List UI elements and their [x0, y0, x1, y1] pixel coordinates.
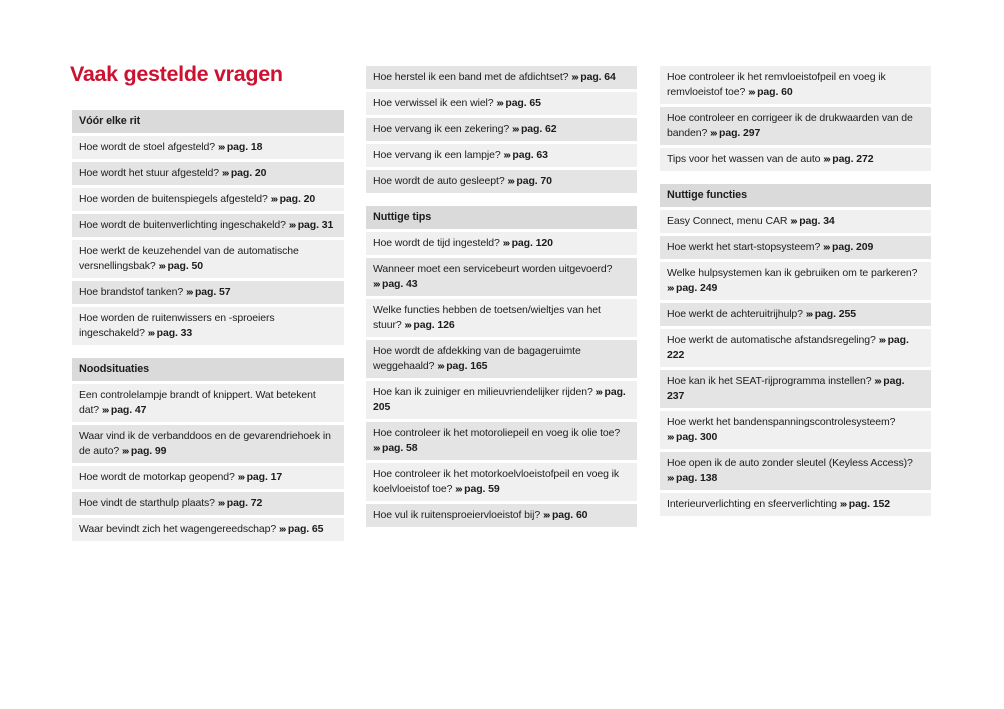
faq-question: Hoe vul ik ruitensproeiervloeistof bij?	[373, 509, 541, 521]
faq-question: Hoe vervang ik een zekering?	[373, 123, 510, 135]
faq-row	[366, 299, 637, 337]
faq-question: Hoe wordt de motorkap geopend?	[79, 471, 235, 483]
page-reference	[186, 286, 230, 298]
faq-question: Hoe wordt het stuur afgesteld?	[79, 167, 220, 179]
page-reference	[748, 86, 792, 98]
page-reference	[271, 193, 315, 205]
page-reference	[503, 149, 547, 161]
triple-chevron-icon: ›››	[101, 404, 108, 416]
triple-chevron-icon: ›››	[511, 123, 518, 135]
section-header-label: Nuttige tips	[373, 211, 432, 223]
page-reference-label: pag. 62	[520, 123, 557, 135]
page-reference	[102, 404, 146, 416]
page-reference-label: pag. 138	[676, 472, 718, 484]
page-reference-label: pag. 64	[580, 71, 616, 83]
faq-row	[72, 162, 344, 185]
triple-chevron-icon: ›››	[667, 472, 673, 484]
faq-row	[660, 411, 931, 449]
page-reference	[667, 472, 717, 484]
triple-chevron-icon: ›››	[823, 153, 830, 165]
page-reference	[790, 215, 834, 227]
faq-row	[72, 425, 344, 463]
triple-chevron-icon: ›››	[373, 442, 379, 454]
page-reference-label: pag. 272	[832, 153, 874, 165]
faq-question: Hoe wordt de afdekking van de bagageruimte weggehaald?	[373, 345, 581, 372]
page-reference-label: pag. 249	[676, 282, 718, 294]
page-reference	[279, 523, 323, 535]
page-reference-label: pag. 165	[446, 360, 488, 372]
page-reference	[507, 175, 551, 187]
faq-row	[660, 493, 931, 516]
triple-chevron-icon: ›››	[217, 497, 224, 509]
triple-chevron-icon: ›››	[147, 327, 154, 339]
page-reference-label: pag. 255	[814, 308, 856, 320]
triple-chevron-icon: ›››	[542, 509, 549, 521]
page-reference	[404, 319, 454, 331]
page-reference	[373, 278, 417, 290]
faq-row	[72, 281, 344, 304]
faq-question: Hoe werkt het start-stopsysteem?	[667, 241, 821, 253]
page-reference-label: pag. 33	[156, 327, 193, 339]
faq-question: Hoe werkt de automatische afstandsregeling?	[667, 334, 876, 346]
faq-row	[366, 92, 637, 115]
triple-chevron-icon: ›››	[839, 498, 846, 510]
faq-row	[72, 188, 344, 211]
faq-row	[72, 214, 344, 237]
triple-chevron-icon: ›››	[571, 71, 578, 83]
page-reference-label: pag. 63	[512, 149, 548, 161]
page-reference-label: pag. 205	[373, 386, 626, 413]
page-reference	[148, 327, 192, 339]
triple-chevron-icon: ›››	[502, 237, 509, 249]
faq-row	[366, 232, 637, 255]
page-reference-label: pag. 59	[464, 483, 500, 495]
page-reference	[823, 153, 873, 165]
page-reference	[571, 71, 615, 83]
triple-chevron-icon: ›››	[874, 375, 881, 387]
triple-chevron-icon: ›››	[158, 260, 165, 272]
faq-row	[72, 307, 344, 345]
faq-row	[72, 518, 344, 541]
triple-chevron-icon: ›››	[455, 483, 462, 495]
faq-row	[72, 384, 344, 422]
page-reference-label: pag. 43	[382, 278, 418, 290]
triple-chevron-icon: ›››	[805, 308, 812, 320]
faq-question: Hoe controleer ik het motorkoelvloeistofpeil en voeg ik koelvloeistof toe?	[373, 468, 620, 495]
faq-question: Welke functies hebben de toetsen/wieltjes van het stuur?	[373, 304, 601, 331]
section-header	[72, 358, 344, 381]
faq-row	[72, 136, 344, 159]
page-reference	[455, 483, 499, 495]
page-reference	[512, 123, 556, 135]
page-reference-label: pag. 57	[194, 286, 231, 298]
faq-row	[660, 66, 931, 104]
faq-row	[72, 466, 344, 489]
page-reference	[373, 442, 417, 454]
page-reference-label: pag. 20	[279, 193, 316, 205]
faq-question: Waar vind ik de verbanddoos en de gevarendriehoek in de auto?	[79, 430, 331, 457]
faq-row	[660, 370, 931, 408]
faq-row	[366, 118, 637, 141]
triple-chevron-icon: ›››	[404, 319, 411, 331]
faq-row	[366, 504, 637, 527]
page-reference-label: pag. 72	[226, 497, 263, 509]
faq-question: Hoe wordt de tijd ingesteld?	[373, 237, 500, 249]
triple-chevron-icon: ›››	[185, 286, 192, 298]
page-reference	[158, 260, 202, 272]
faq-question: Tips voor het wassen van de auto	[667, 153, 821, 165]
page-reference-label: pag. 60	[551, 509, 588, 521]
page-title: Vaak gestelde vragen	[70, 62, 283, 86]
faq-question: Hoe wordt de buitenverlichting ingeschakeld?	[79, 219, 286, 231]
faq-row	[72, 240, 344, 278]
faq-question: Hoe kan ik het SEAT-rijprogramma instellen?	[667, 375, 872, 387]
page-reference-label: pag. 65	[287, 523, 324, 535]
faq-row	[366, 422, 637, 460]
faq-question: Hoe controleer en corrigeer ik de drukwaarden van de banden?	[667, 112, 913, 139]
triple-chevron-icon: ›››	[667, 431, 673, 443]
page-reference-label: pag. 34	[799, 215, 835, 227]
triple-chevron-icon: ›››	[710, 127, 717, 139]
page-reference	[840, 498, 890, 510]
triple-chevron-icon: ›››	[667, 282, 673, 294]
triple-chevron-icon: ›››	[878, 334, 885, 346]
triple-chevron-icon: ›››	[595, 386, 602, 398]
faq-column-2	[366, 66, 637, 530]
section-header	[660, 184, 931, 207]
page-reference	[122, 445, 166, 457]
faq-row	[72, 492, 344, 515]
page-reference	[823, 241, 873, 253]
faq-question: Hoe wordt de auto gesleept?	[373, 175, 505, 187]
faq-question: Hoe werkt de achteruitrijhulp?	[667, 308, 803, 320]
page-reference-label: pag. 237	[667, 375, 905, 402]
triple-chevron-icon: ›››	[288, 219, 295, 231]
page-reference	[543, 509, 587, 521]
page-reference	[218, 141, 262, 153]
faq-row	[366, 381, 637, 419]
faq-question: Hoe kan ik zuiniger en milieuvriendelijker rijden?	[373, 386, 593, 398]
page-reference-label: pag. 120	[511, 237, 553, 249]
triple-chevron-icon: ›››	[237, 471, 244, 483]
faq-column-1	[72, 110, 344, 544]
page-reference	[222, 167, 266, 179]
page-reference	[289, 219, 333, 231]
page-reference-label: pag. 209	[832, 241, 874, 253]
faq-row	[366, 170, 637, 193]
page-reference-label: pag. 99	[130, 445, 167, 457]
triple-chevron-icon: ›››	[121, 445, 128, 457]
page-reference	[503, 237, 553, 249]
faq-row	[660, 262, 931, 300]
faq-question: Hoe vindt de starthulp plaats?	[79, 497, 215, 509]
page-reference	[667, 282, 717, 294]
faq-question: Hoe worden de buitenspiegels afgesteld?	[79, 193, 268, 205]
section-header-label: Nuttige functies	[667, 189, 747, 201]
page-reference-label: pag. 222	[667, 334, 909, 361]
page-reference	[218, 497, 262, 509]
triple-chevron-icon: ›››	[790, 215, 797, 227]
faq-row	[660, 107, 931, 145]
faq-question: Hoe verwissel ik een wiel?	[373, 97, 494, 109]
faq-row	[660, 303, 931, 326]
triple-chevron-icon: ›››	[748, 86, 755, 98]
triple-chevron-icon: ›››	[278, 523, 285, 535]
faq-question: Wanneer moet een servicebeurt worden uitgevoerd?	[373, 263, 613, 275]
faq-row	[366, 340, 637, 378]
page-reference-label: pag. 65	[505, 97, 541, 109]
triple-chevron-icon: ›››	[437, 360, 444, 372]
faq-question: Waar bevindt zich het wagengereedschap?	[79, 523, 277, 535]
faq-row	[366, 258, 637, 296]
faq-question: Hoe brandstof tanken?	[79, 286, 184, 298]
faq-question: Easy Connect, menu CAR	[667, 215, 788, 227]
page-reference-label: pag. 60	[757, 86, 793, 98]
section-header-label: Vóór elke rit	[79, 115, 141, 127]
page-reference-label: pag. 50	[167, 260, 203, 272]
page-reference-label: pag. 17	[246, 471, 283, 483]
faq-question: Hoe herstel ik een band met de afdichtset?	[373, 71, 569, 83]
page-reference	[710, 127, 760, 139]
faq-question: Hoe open ik de auto zonder sleutel (Keyless Access)?	[667, 457, 913, 469]
faq-question: Hoe vervang ik een lampje?	[373, 149, 501, 161]
triple-chevron-icon: ›››	[503, 149, 510, 161]
faq-question: Hoe werkt het bandenspanningscontrolesysteem?	[667, 416, 896, 428]
faq-question: Hoe worden de ruitenwissers en -sproeiers ingeschakeld?	[79, 312, 275, 339]
faq-question: Hoe werkt de keuzehendel van de automatische versnellingsbak?	[79, 245, 299, 272]
triple-chevron-icon: ›››	[217, 141, 224, 153]
faq-row	[660, 452, 931, 490]
page-reference	[437, 360, 487, 372]
faq-row	[660, 210, 931, 233]
faq-row	[660, 148, 931, 171]
faq-row	[366, 144, 637, 167]
page-reference	[667, 431, 717, 443]
faq-question: Hoe controleer ik het remvloeistofpeil en voeg ik remvloeistof toe?	[667, 71, 886, 98]
section-header	[72, 110, 344, 133]
triple-chevron-icon: ›››	[270, 193, 277, 205]
page-reference	[496, 97, 540, 109]
page-reference-label: pag. 31	[297, 219, 334, 231]
page-reference-label: pag. 300	[676, 431, 718, 443]
page-reference	[806, 308, 856, 320]
page-reference-label: pag. 297	[719, 127, 761, 139]
faq-row	[660, 236, 931, 259]
faq-question: Een controlelampje brandt of knippert. Wat betekent dat?	[79, 389, 316, 416]
page-reference-label: pag. 47	[110, 404, 147, 416]
page-reference	[238, 471, 282, 483]
page-reference-label: pag. 18	[226, 141, 263, 153]
faq-row	[366, 66, 637, 89]
page-reference-label: pag. 126	[413, 319, 455, 331]
triple-chevron-icon: ›››	[507, 175, 514, 187]
triple-chevron-icon: ›››	[221, 167, 228, 179]
triple-chevron-icon: ›››	[496, 97, 503, 109]
section-header	[366, 206, 637, 229]
page-reference-label: pag. 152	[848, 498, 890, 510]
page-reference-label: pag. 58	[382, 442, 418, 454]
faq-question: Interieurverlichting en sfeerverlichting	[667, 498, 837, 510]
page-reference-label: pag. 20	[230, 167, 267, 179]
faq-question: Welke hulpsystemen kan ik gebruiken om te parkeren?	[667, 267, 918, 279]
triple-chevron-icon: ›››	[373, 278, 379, 290]
faq-row	[660, 329, 931, 367]
faq-column-3	[660, 66, 931, 519]
section-header-label: Noodsituaties	[79, 363, 150, 375]
triple-chevron-icon: ›››	[823, 241, 830, 253]
faq-question: Hoe wordt de stoel afgesteld?	[79, 141, 216, 153]
page-reference-label: pag. 70	[516, 175, 552, 187]
faq-question: Hoe controleer ik het motoroliepeil en voeg ik olie toe?	[373, 427, 621, 439]
faq-row	[366, 463, 637, 501]
